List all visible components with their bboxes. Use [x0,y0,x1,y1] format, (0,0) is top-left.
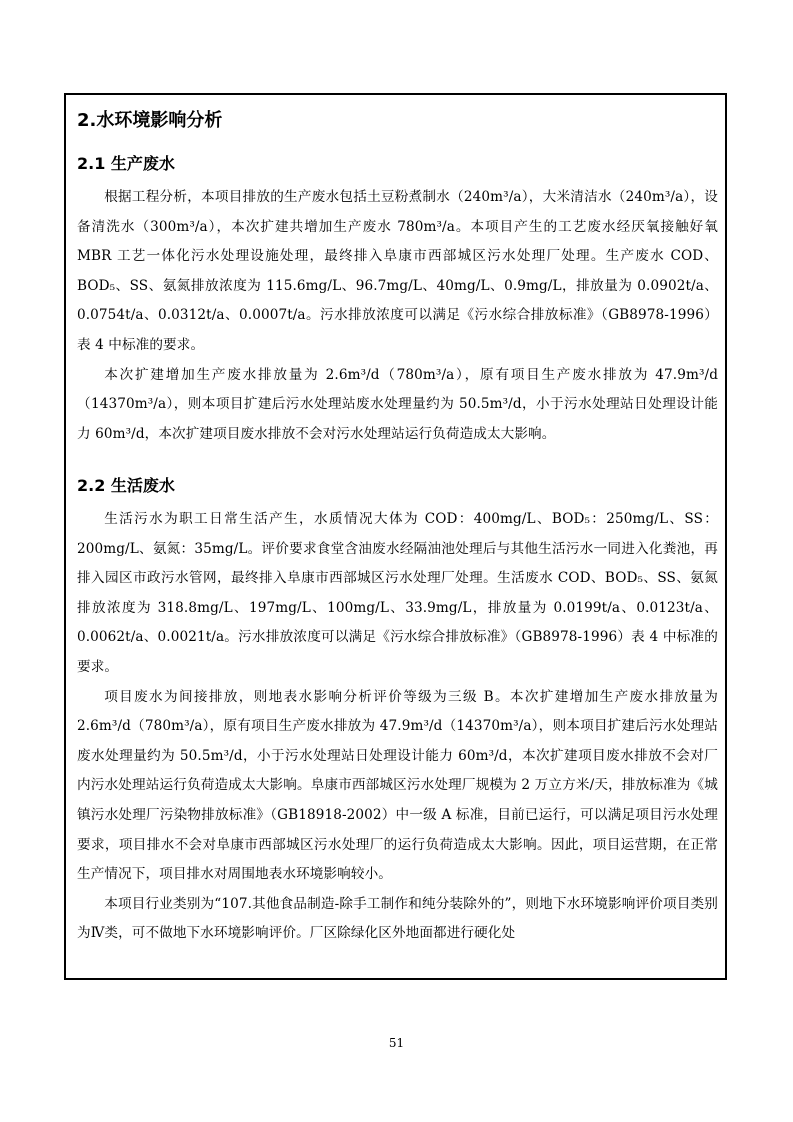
paragraph: 生活污水为职工日常生活产生，水质情况大体为 COD：400mg/L、BOD₅：250mg/L、SS：200mg/L、氨氮：35mg/L。评价要求食堂含油废水经隔油池处理后与其他生活污水一同进入化粪池，再排入园区市政污水管网，最终排入阜康市西部城区污水处理厂处理。生活废水 COD、BOD₅、SS、氨氮排放浓度为 318.8mg/L、197mg/L、100mg/L、33.9mg/L，排放量为 0.0199t/a、0.0123t/a、0.0062t/a、0.0021t/a。污水排放浓度可以满足《污水综合排放标准》（GB8978-1996）表 4 中标准的要求。 [77,511,718,675]
page-number: 51 [388,1036,405,1050]
domestic-wastewater-body [77,505,718,949]
production-wastewater-body [77,183,718,449]
paragraph: 本次扩建增加生产废水排放量为 2.6m³/d（780m³/a），原有项目生产废水排放为 47.9m³/d（14370m³/a），则本项目扩建后污水处理站废水处理量约为 50.5m³/d，小于污水处理站日处理设计能力 60m³/d，本次扩建项目废水排放不会对污水处理站运行负荷造成太大影响。 [77,366,718,442]
subsection-title-production-wastewater: 2.1 生产废水 [77,154,175,173]
content-frame [64,93,727,980]
paragraph: 本项目行业类别为“107.其他食品制造-除手工制作和纯分装除外的”，则地下水环境影响评价项目类别为Ⅳ类，可不做地下水环境影响评价。厂区除绿化区外地面都进行硬化处 [77,895,718,942]
section-heading: 2.水环境影响分析 [77,110,223,131]
paragraph: 根据工程分析，本项目排放的生产废水包括土豆粉煮制水（240m³/a），大米清洁水（240m³/a），设备清洗水（300m³/a），本次扩建共增加生产废水 780m³/a。本项目产生的工艺废水经厌氧接触好氧 MBR 工艺一体化污水处理设施处理，最终排入阜康市西部城区污水处理厂处理。生产废水 COD、BOD₅、SS、氨氮排放浓度为 115.6mg/L、96.7mg/L、40mg/L、0.9mg/L，排放量为 0.0902t/a、0.0754t/a、0.0312t/a、0.0007t/a。污水排放浓度可以满足《污水综合排放标准》（GB8978-1996）表 4 中标准的要求。 [77,189,718,353]
paragraph: 项目废水为间接排放，则地表水影响分析评价等级为三级 B。本次扩建增加生产废水排放量为 2.6m³/d（780m³/a），原有项目生产废水排放为 47.9m³/d（14370m³/a），则本项目扩建后污水处理站废水处理量约为 50.5m³/d，小于污水处理站日处理设计能力 60m³/d，本次扩建项目废水排放不会对厂内污水处理站运行负荷造成太大影响。阜康市西部城区污水处理厂规模为 2 万立方米/天，排放标准为《城镇污水处理厂污染物排放标准》（GB18918-2002）中一级 A 标准，目前已运行，可以满足项目污水处理要求，项目排水不会对阜康市西部城区污水处理厂的运行负荷造成太大影响。因此，项目运营期，在正常生产情况下，项目排水对周围地表水环境影响较小。 [77,688,718,883]
subsection-title-domestic-wastewater: 2.2 生活废水 [77,476,175,495]
